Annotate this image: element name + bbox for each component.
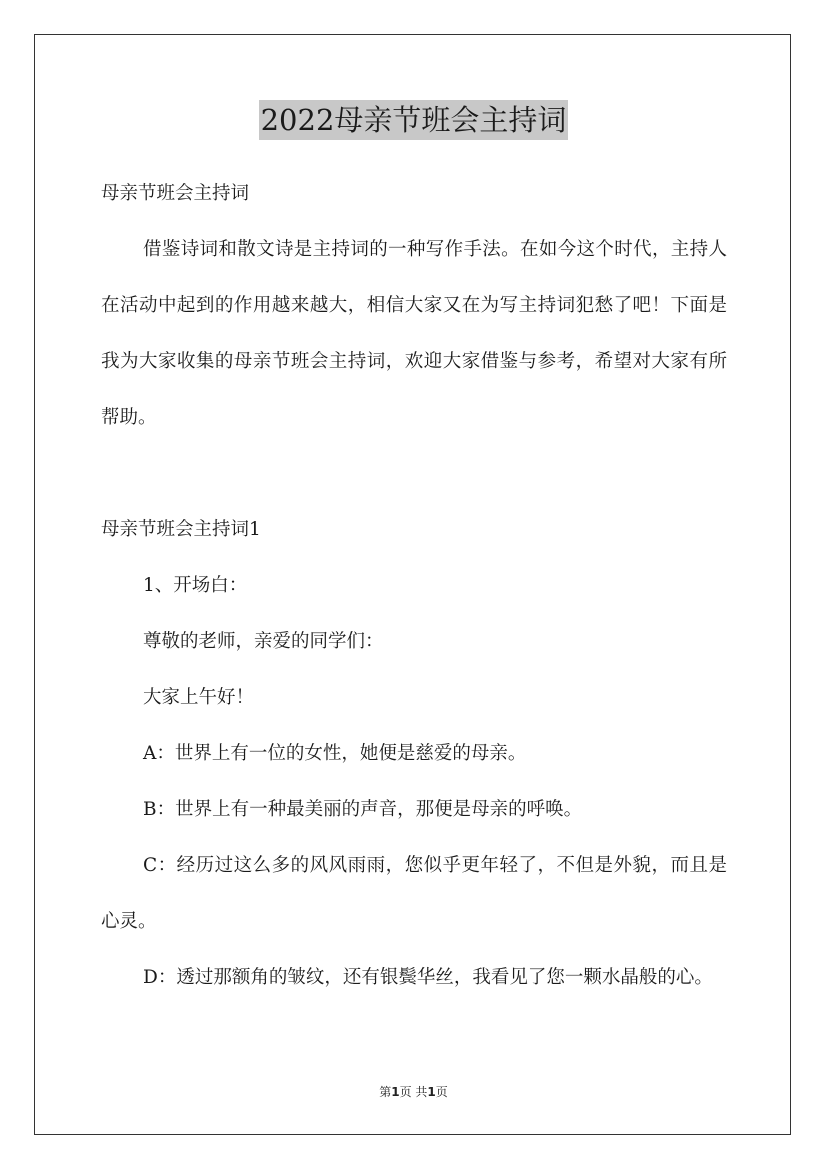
footer-page-mid: 页 共 <box>399 1085 428 1099</box>
body-line: C：经历过这么多的风风雨雨，您似乎更年轻了，不但是外貌，而且是心灵。 <box>101 855 727 932</box>
footer-page-current: 1 <box>391 1085 400 1099</box>
paragraph-spacer <box>101 446 727 502</box>
title-container <box>0 100 827 140</box>
body-line: 大家上午好！ <box>143 687 255 708</box>
footer-page-total: 1 <box>427 1085 436 1099</box>
document-subtitle: 母亲节班会主持词 <box>101 183 250 204</box>
body-line: D：透过那额角的皱纹，还有银鬓华丝，我看见了您一颗水晶般的心。 <box>143 967 713 988</box>
document-title: 2022母亲节班会主持词 <box>259 100 569 140</box>
body-line: A：世界上有一位的女性，她便是慈爱的母亲。 <box>143 743 527 764</box>
footer-page-suffix: 页 <box>435 1085 448 1099</box>
body-line: B：世界上有一种最美丽的声音，那便是母亲的呼唤。 <box>143 799 583 820</box>
body-line: 1、开场白： <box>143 575 248 596</box>
section-heading: 母亲节班会主持词1 <box>101 519 261 540</box>
body-line: 尊敬的老师，亲爱的同学们： <box>143 631 384 652</box>
document-body <box>101 166 727 1006</box>
footer-page-prefix: 第 <box>379 1085 392 1099</box>
intro-paragraph: 借鉴诗词和散文诗是主持词的一种写作手法。在如今这个时代，主持人在活动中起到的作用越来越大，相信大家又在为写主持词犯愁了吧！下面是我为大家收集的母亲节班会主持词，欢迎大家借鉴与参考，希望对大家有所帮助。 <box>101 239 727 428</box>
page-footer <box>0 1083 827 1100</box>
